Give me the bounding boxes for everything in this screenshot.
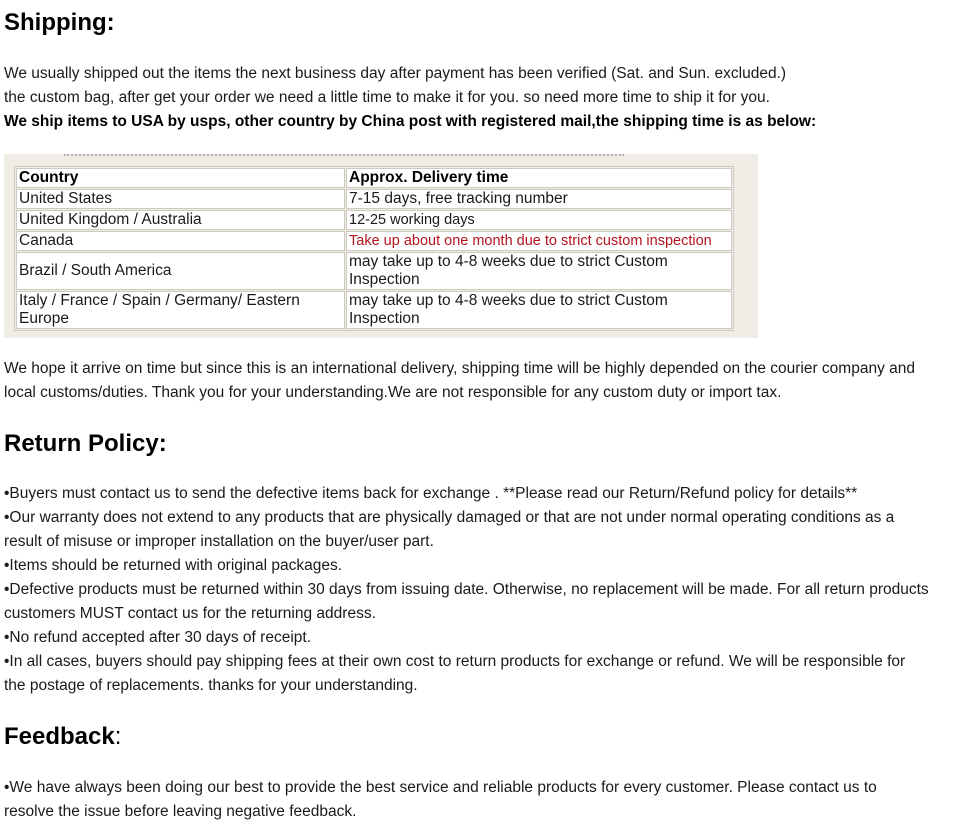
- return-line: customers MUST contact us for the returning address.: [4, 605, 376, 622]
- shipping-line-2: the custom bag, after get your order we need a little time to make it for you. so need more time to ship it for you.: [4, 89, 770, 106]
- feedback-heading: [4, 722, 121, 752]
- return-line: •Defective products must be returned within 30 days from issuing date. Otherwise, no replacement will be made. For all return products: [4, 581, 929, 598]
- return-policy-heading: Return Policy:: [4, 430, 167, 457]
- shipping-time-table: [14, 166, 734, 331]
- table-row: [16, 189, 732, 209]
- shipping-line-1: We usually shipped out the items the next business day after payment has been verified (Sat. and Sun. excluded.): [4, 65, 787, 82]
- shipping-method-line: We ship items to USA by usps, other country by China post with registered mail,the shipping time is as below:: [4, 113, 817, 130]
- return-line: •Our warranty does not extend to any products that are physically damaged or that are not under normal operating conditions as a: [4, 509, 895, 526]
- delivery-time-line-1: may take up to 4-8 weeks due to strict Custom: [349, 292, 668, 309]
- country-cell: Brazil / South America: [16, 252, 345, 290]
- return-line: •In all cases, buyers should pay shipping fees at their own cost to return products for exchange or refund. We will be responsible for: [4, 653, 906, 670]
- country-line-2: Europe: [19, 310, 69, 327]
- shipping-table-container: [4, 154, 758, 338]
- header-country: Country: [16, 168, 345, 188]
- disclaimer-line-1: We hope it arrive on time but since this is an international delivery, shipping time will be highly depended on the courier company and: [4, 360, 915, 377]
- return-line: result of misuse or improper installation on the buyer/user part.: [4, 533, 434, 550]
- header-delivery-time: Approx. Delivery time: [346, 168, 732, 188]
- delivery-time-line-2: Inspection: [349, 271, 420, 288]
- country-cell: Canada: [16, 231, 345, 251]
- disclaimer-line-2: local customs/duties. Thank you for your understanding.We are not responsible for any custom duty or import tax.: [4, 384, 782, 401]
- table-row: [16, 231, 732, 251]
- shipping-disclaimer: [4, 357, 962, 405]
- feedback-heading-text: Feedback: [4, 723, 115, 750]
- table-row: [16, 210, 732, 230]
- country-cell: [16, 291, 345, 329]
- country-cell: United Kingdom / Australia: [16, 210, 345, 230]
- delivery-time-cell: [346, 252, 732, 290]
- return-line: •Buyers must contact us to send the defective items back for exchange . **Please read our Return/Refund policy for details**: [4, 485, 858, 502]
- delivery-time-cell: 12-25 working days: [346, 210, 732, 230]
- return-line: •Items should be returned with original packages.: [4, 557, 343, 574]
- feedback-line: •We have always been doing our best to provide the best service and reliable products for every customer. Please contact us to: [4, 779, 877, 796]
- feedback-heading-colon: :: [114, 723, 122, 750]
- shipping-heading: Shipping:: [4, 9, 115, 36]
- table-row: [16, 291, 732, 329]
- country-line-1: Italy / France / Spain / Germany/ Eastern: [19, 292, 300, 309]
- delivery-time-cell: [346, 291, 732, 329]
- shipping-intro: [4, 62, 962, 134]
- return-line: •No refund accepted after 30 days of receipt.: [4, 629, 311, 646]
- feedback-body: [4, 776, 962, 824]
- delivery-time-cell: 7-15 days, free tracking number: [346, 189, 732, 209]
- country-cell: United States: [16, 189, 345, 209]
- delivery-time-cell-highlight: Take up about one month due to strict custom inspection: [346, 231, 732, 251]
- return-line: the postage of replacements. thanks for your understanding.: [4, 677, 418, 694]
- table-row: [16, 252, 732, 290]
- table-header-row: [16, 168, 732, 188]
- return-policy-body: [4, 482, 962, 698]
- delivery-time-line-2: Inspection: [349, 310, 420, 327]
- feedback-line: resolve the issue before leaving negative feedback.: [4, 803, 357, 820]
- cropped-text-remnant: [64, 154, 624, 159]
- delivery-time-line-1: may take up to 4-8 weeks due to strict Custom: [349, 253, 668, 270]
